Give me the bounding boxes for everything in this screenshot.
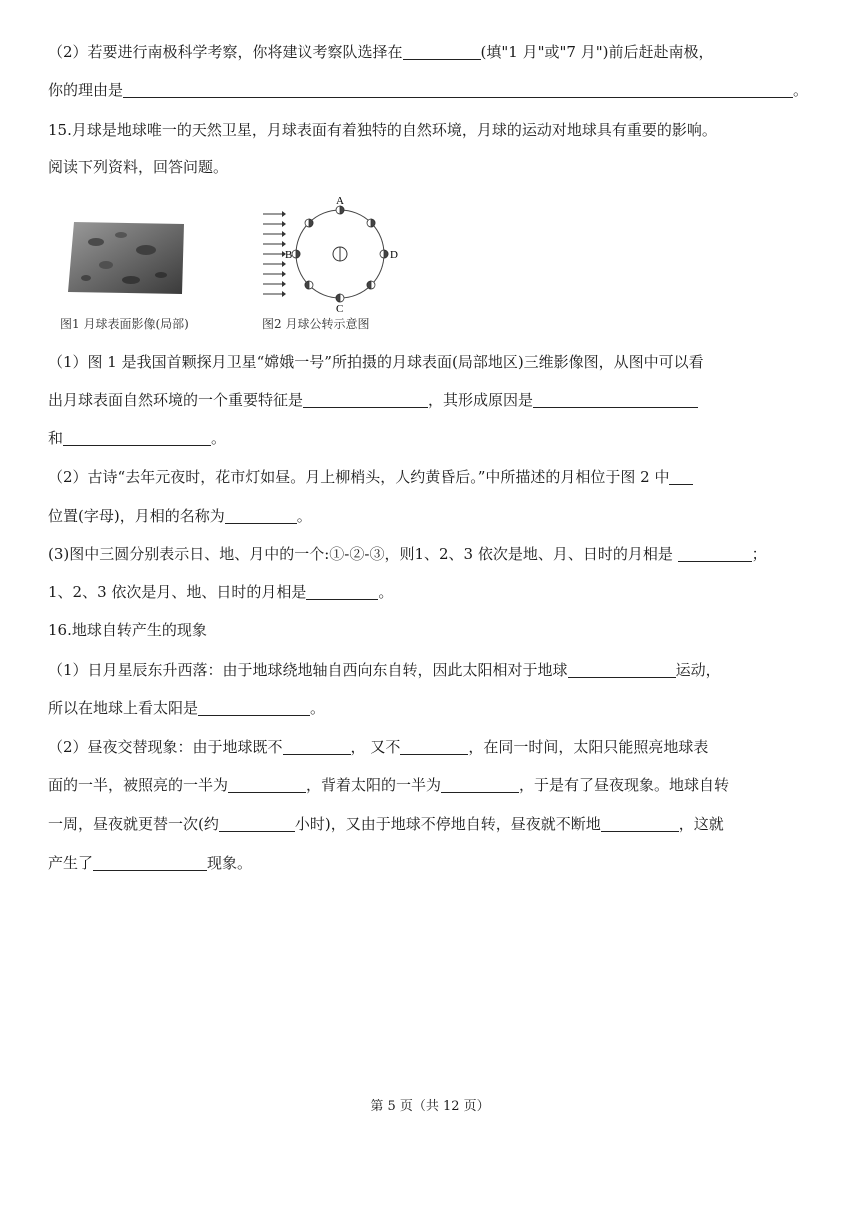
fig1-caption: 图1 月球表面影像(局部)	[60, 317, 189, 331]
q16-2-line4: 产生了 现象。	[48, 854, 253, 872]
fig2-caption: 图2 月球公转示意图	[262, 317, 370, 331]
q14-2-line2: 你的理由是 。	[48, 81, 809, 99]
answer-blank[interactable]	[228, 776, 306, 793]
q14-2-line1: （2）若要进行南极科学考察，你将建议考察队选择在 (填"1 月"或"7 月")前后赶赴南极，	[48, 43, 714, 61]
answer-blank[interactable]	[283, 738, 351, 755]
q15-2-line1: （2）古诗“去年元夜时，花市灯如昼。月上柳梢头，人约黄昏后。”中所描述的月相位于图 2 中	[48, 467, 693, 487]
q15-2-line2: 位置(字母)，月相的名称为 。	[48, 507, 312, 525]
answer-blank[interactable]	[306, 583, 378, 600]
answer-blank[interactable]	[403, 43, 481, 60]
q15-1-line2: 出月球表面自然环境的一个重要特征是 ，其形成原因是	[48, 390, 698, 410]
answer-blank[interactable]	[678, 545, 752, 562]
answer-blank[interactable]	[568, 661, 676, 678]
label-b: B	[285, 249, 293, 261]
answer-blank[interactable]	[93, 854, 207, 871]
q16-2-line1: （2）昼夜交替现象：由于地球既不 ， 又不 ，在同一时间，太阳只能照亮地球表	[48, 738, 709, 756]
answer-blank[interactable]	[63, 429, 211, 446]
q15-title: 15.月球是地球唯一的天然卫星，月球表面有着独特的自然环境，月球的运动对地球具有重要的影响。	[48, 121, 717, 139]
q16-1-line2: 所以在地球上看太阳是 。	[48, 699, 326, 717]
answer-blank[interactable]	[601, 815, 679, 832]
page-footer: 第 5 页（共 12 页）	[370, 1099, 490, 1114]
moon-surface-image	[66, 220, 186, 298]
q15-1-line1: （1）图 1 是我国首颗探月卫星“嫦娥一号”所拍摄的月球表面(局部地区)三维影像图，从图中可以看	[48, 353, 704, 371]
q16-1-line1: （1）日月星辰东升西落：由于地球绕地轴自西向东自转，因此太阳相对于地球 运动，	[48, 661, 721, 679]
q16-title: 16.地球自转产生的现象	[48, 621, 207, 639]
answer-blank[interactable]	[441, 776, 519, 793]
answer-blank[interactable]	[533, 391, 698, 408]
answer-blank[interactable]	[225, 507, 297, 524]
label-a: A	[336, 195, 344, 207]
q16-2-line2: 面的一半，被照亮的一半为 ，背着太阳的一半为 ，于是有了昼夜现象。地球自转	[48, 776, 730, 794]
answer-blank[interactable]	[400, 738, 468, 755]
answer-blank[interactable]	[669, 468, 693, 485]
label-c: C	[336, 303, 344, 314]
q15-3-line1: (3)图中三圆分别表示日、地、月中的一个:①-②-③，则1、2、3 依次是地、月、日时的月相是 ；	[48, 545, 767, 563]
answer-blank[interactable]	[219, 815, 295, 832]
q16-2-line3: 一周，昼夜就更替一次(约 小时)，又由于地球不停地自转，昼夜就不断地 ，这就	[48, 815, 724, 833]
q15-3-line2: 1、2、3 依次是月、地、日时的月相是 。	[48, 583, 394, 601]
q15-1-line3: 和 。	[48, 429, 227, 447]
label-d: D	[390, 249, 398, 261]
answer-blank[interactable]	[303, 391, 428, 408]
q15-read: 阅读下列资料，回答问题。	[48, 158, 229, 176]
moon-orbit-diagram	[258, 194, 408, 314]
answer-blank[interactable]	[198, 699, 310, 716]
answer-blank[interactable]	[123, 81, 793, 98]
